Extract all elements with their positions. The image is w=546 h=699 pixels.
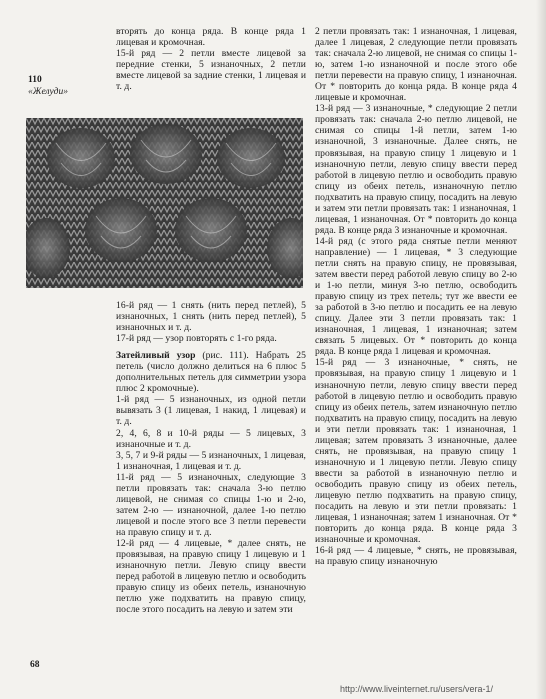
paragraph: 15-й ряд — 3 изнаночные, * снять, не провязывая, на правую спицу 1 лицевую и 1 изнаночную петли, левую спицу ввести перед работой в лицевую петлю и освободить правую спицу из обеих петель, затем изнаночную петлю подхватить на правую спицу, посадить на левую и эти петли провязать так: 1 изнаночная, 1 лицевая; затем провязать 3 изнаночные, далее снять, не провязывая, на правую спицу 1 изнаночную и 1 лицевую петли. Левую спицу ввести за работой в изнаночную петлю и освободить правую спицу из обеих петель, лицевую петлю подхватить на правую спицу, посадить на левую и эти петли провязать: 1 лицевая, 1 изнаночная; затем 1 изнаночная. От * повторить до конца ряда. В конце ряда 3 изнаночные и кромочная. — [315, 357, 517, 546]
paragraph: 11-й ряд — 5 изнаночных, следующие 3 петли провязать так: сначала 3-ю петлю лицевой, не снимая со спицы 1-ю и 2-ю, затем 2-ю — изнаночной, далее 1-ю петлю лицевой и после этого все 3 петли перевести на правую спицу и т. д. — [116, 471, 306, 538]
pattern-intro-paragraph — [116, 350, 306, 394]
pattern-intro: (рис. 111). Набрать 25 петель (число должно делиться на 6 плюс 5 дополнительных петель для симметрии узора плюс 2 кромочные). — [116, 350, 306, 395]
figure-number: 110 — [28, 75, 42, 85]
pattern-title: Затейливый узор — [116, 350, 196, 362]
paragraph: 3, 5, 7 и 9-й ряды — 5 изнаночных, 1 лицевая, 1 изнаночная, 1 лицевая и т. д. — [116, 449, 306, 472]
figure-caption: «Желуди» — [28, 87, 68, 97]
paragraph: 16-й ряд — 4 лицевые, * снять, не провязывая, на правую спицу изнаночную — [315, 545, 517, 568]
paragraph: 1-й ряд — 5 изнаночных, из одной петли вывязать 3 (1 лицевая, 1 накид, 1 лицевая) и т. д. — [116, 394, 306, 428]
page-edge-shadow — [536, 0, 546, 699]
paragraph: 14-й ряд (с этого ряда снятые петли меняют направление) — 1 лицевая, * 3 следующие петли снять на правую спицу, не провязывая, затем ввести перед работой левую спицу во 2-ю и 1-ю петли, минуя 3-ю петлю, освободить правую спицу из трех петель; тут же ввести ее за работой в 3-ю петлю и посадить ее на левую спицу. Далее эти 3 петли провязать так: 1 изнаночная, 1 лицевая, 1 изнаночная; затем связать 5 лицевых. От * повторить до конца ряда. В конце ряда 1 лицевая и кромочная. — [315, 235, 517, 358]
paragraph: 15-й ряд — 2 петли вместе лицевой за передние стенки, 5 изнаночных, 2 петли вместе лицевой за задние стенки, 1 лицевая и т. д. — [116, 48, 306, 93]
paragraph: 17-й ряд — узор повторять с 1-го ряда. — [116, 333, 277, 345]
knitting-pattern-photo — [26, 118, 303, 288]
paragraph: вторять до конца ряда. В конце ряда 1 лицевая и кромочная. — [116, 26, 306, 49]
source-watermark: http://www.liveinternet.ru/users/vera-1/ — [340, 684, 494, 694]
left-column-top-text — [116, 26, 306, 92]
paragraph: 2 петли провязать так: 1 изнаночная, 1 лицевая, далее 1 лицевая, 2 следующие петли провязать так: сначала 2-ю лицевой, не снимая со спицы 1-ю, затем 1-ю изнаночной и после этого обе петли перевести на правую спицу, 1 изнаночная. От * повторить до конца ряда. В конце ряда 4 лицевые и кромочная. — [315, 26, 517, 104]
left-column-bottom-text — [116, 300, 306, 615]
paragraph: 13-й ряд — 3 изнаночные, * следующие 2 петли провязать так: сначала 2-ю петлю лицевой, не снимая со спицы 1-й петли, затем 1-ю изнаночной, 3 изнаночные. Далее снять, не провязывая, на правую спицу 1 лицевую и 1 изнаночную петли, левую спицу ввести перед работой в лицевую петлю и освободить правую спицу из обеих петель, изнаночную петлю подхватить на правую спицу, посадить на левую и затем эти петли провязать так: 1 изнаночная, 1 лицевая, 1 изнаночная. От * повторить до конца ряда. В конце ряда 3 изнаночные и кромочная. — [315, 103, 517, 236]
paragraph: 12-й ряд — 4 лицевые, * далее снять, не провязывая, на правую спицу 1 лицевую и 1 изнаночную петли. Левую спицу ввести перед работой в лицевую петлю и освободить правую спицу из обеих петель, изнаночную петлю уже подхватить на правую спицу, после этого посадить на левую и затем эти — [116, 537, 306, 616]
right-column-text — [315, 26, 517, 567]
paragraph: 2, 4, 6, 8 и 10-й ряды — 5 лицевых, 3 изнаночные и т. д. — [116, 427, 306, 450]
page-number: 68 — [30, 660, 40, 670]
paragraph: 16-й ряд — 1 снять (нить перед петлей), 5 изнаночных, 1 снять (нить перед петлей), 5 изнаночных и т. д. — [116, 300, 306, 334]
